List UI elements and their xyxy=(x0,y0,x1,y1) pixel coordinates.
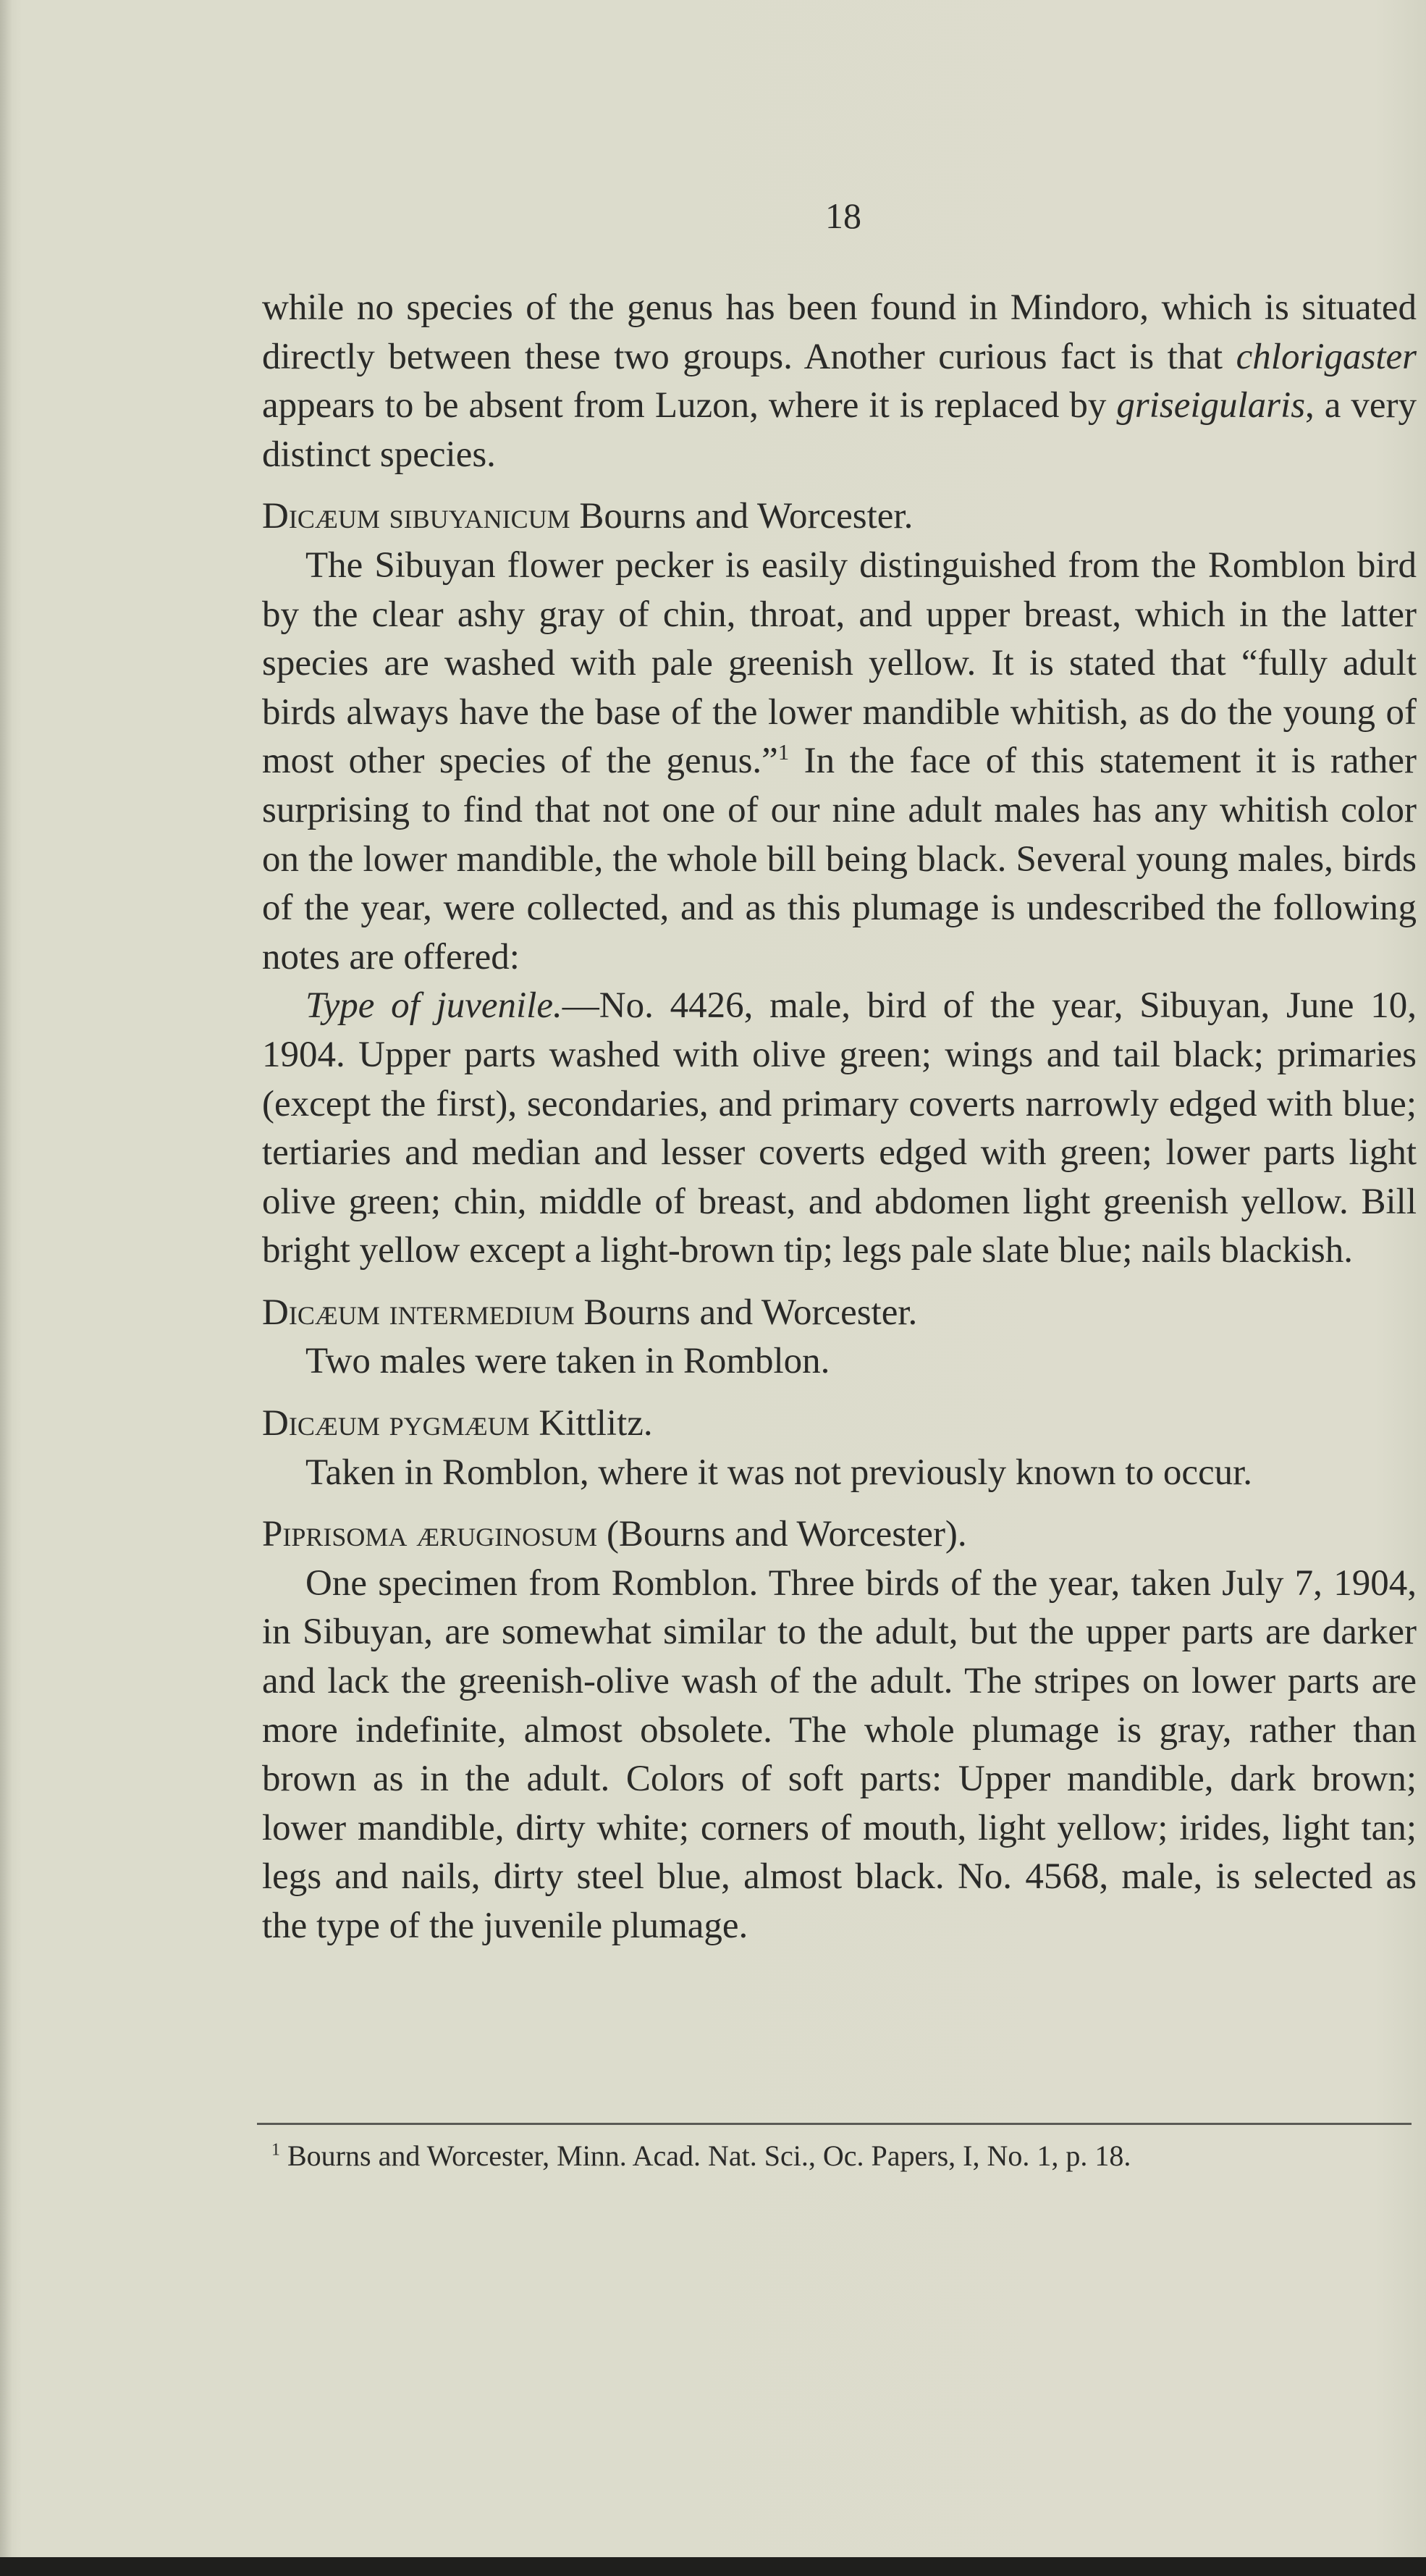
footnote-divider xyxy=(257,2123,1412,2125)
text-run: The Sibuyan flower pecker is easily distinguished from the Romblon bird by the clear ashy gray of chin, throat, and upper breast, which in the latter species are washed with pale greenish yellow. It is stated that “fully adult birds always have the base of the lower mandible whitish, as do the young of most other species of the genus.” xyxy=(262,544,1417,782)
authority: Bourns and Worcester. xyxy=(579,496,914,537)
paragraph-continuation xyxy=(262,284,1417,479)
species-heading-dicaeum-sibuyanicum xyxy=(262,492,1417,542)
species-heading-dicaeum-pygmaeum xyxy=(262,1399,1417,1449)
species-epithet: intermedium xyxy=(389,1292,575,1333)
footnote xyxy=(271,2136,1415,2176)
species-heading-piprisoma-aeruginosum xyxy=(262,1510,1417,1560)
authority: Kittlitz. xyxy=(539,1403,653,1444)
genus-name: Dicæum xyxy=(262,496,380,537)
page-bottom-edge xyxy=(0,2557,1426,2576)
text-run: —No. 4426, male, bird of the year, Sibuyan, June 10, 1904. Upper parts washed with olive green; wings and tail black; primaries (except the first), secondaries, and primary coverts narrowly edged with blue; tertiaries and median and lesser coverts edged with green; lower parts light olive green; chin, middle of breast, and abdomen light greenish yellow. Bill bright yellow except a light-brown tip; legs pale slate blue; nails blackish. xyxy=(262,985,1417,1271)
species-heading-dicaeum-intermedium xyxy=(262,1289,1417,1338)
species-epithet: sibuyanicum xyxy=(389,496,570,537)
paragraph-intermedium xyxy=(262,1337,1417,1386)
text-run: appears to be absent from Luzon, where it is replaced by xyxy=(262,385,1117,426)
genus-name: Piprisoma xyxy=(262,1514,408,1555)
text-run: while no species of the genus has been found in Mindoro, which is situated directly between these two groups. Another curious fact is that xyxy=(262,287,1417,377)
paragraph-pygmaeum xyxy=(262,1449,1417,1498)
genus-name: Dicæum xyxy=(262,1403,380,1444)
page-number: 18 xyxy=(825,195,861,236)
text-run: Taken in Romblon, where it was not previously known to occur. xyxy=(305,1452,1253,1493)
text-run: , a very distinct species. xyxy=(262,385,1417,475)
subheading-italic: Type of juvenile. xyxy=(305,985,562,1027)
text-run: Two males were taken in Romblon. xyxy=(305,1341,830,1382)
footnote-marker: 1 xyxy=(271,2140,280,2160)
page-left-edge xyxy=(0,0,12,2576)
species-name: chlorigaster xyxy=(1236,336,1417,377)
footnote-reference: 1 xyxy=(777,740,790,765)
body-text xyxy=(262,284,1417,1951)
authority: (Bourns and Worcester). xyxy=(606,1514,967,1555)
paragraph-type-of-juvenile xyxy=(262,982,1417,1276)
paragraph-sibuyanicum xyxy=(262,542,1417,982)
text-run: In the face of this statement it is rather surprising to find that not one of our nine adult males has any whitish color on the lower mandible, the whole bill being black. Several young males, birds of the year, were collected, and as this plumage is undescribed the following notes are offered: xyxy=(262,741,1417,977)
species-epithet: pygmæum xyxy=(389,1403,530,1444)
genus-name: Dicæum xyxy=(262,1292,380,1333)
footnote-text: Bourns and Worcester, Minn. Acad. Nat. Sci., Oc. Papers, I, No. 1, p. 18. xyxy=(280,2139,1131,2172)
species-name: griseigularis xyxy=(1116,385,1306,426)
species-epithet: æruginosum xyxy=(416,1514,598,1555)
paragraph-aeruginosum xyxy=(262,1560,1417,1951)
text-run: One specimen from Romblon. Three birds of the year, taken July 7, 1904, in Sibuyan, are somewhat similar to the adult, but the upper parts are darker and lack the greenish-olive wash of the adult. The stripes on lower parts are more indefinite, almost obsolete. The whole plumage is gray, rather than brown as in the adult. Colors of soft parts: Upper mandible, dark brown; lower mandible, dirty white; corners of mouth, light yellow; irides, light tan; legs and nails, dirty steel blue, almost black. No. 4568, male, is selected as the type of the juvenile plumage. xyxy=(262,1562,1417,1946)
authority: Bourns and Worcester. xyxy=(583,1292,918,1333)
